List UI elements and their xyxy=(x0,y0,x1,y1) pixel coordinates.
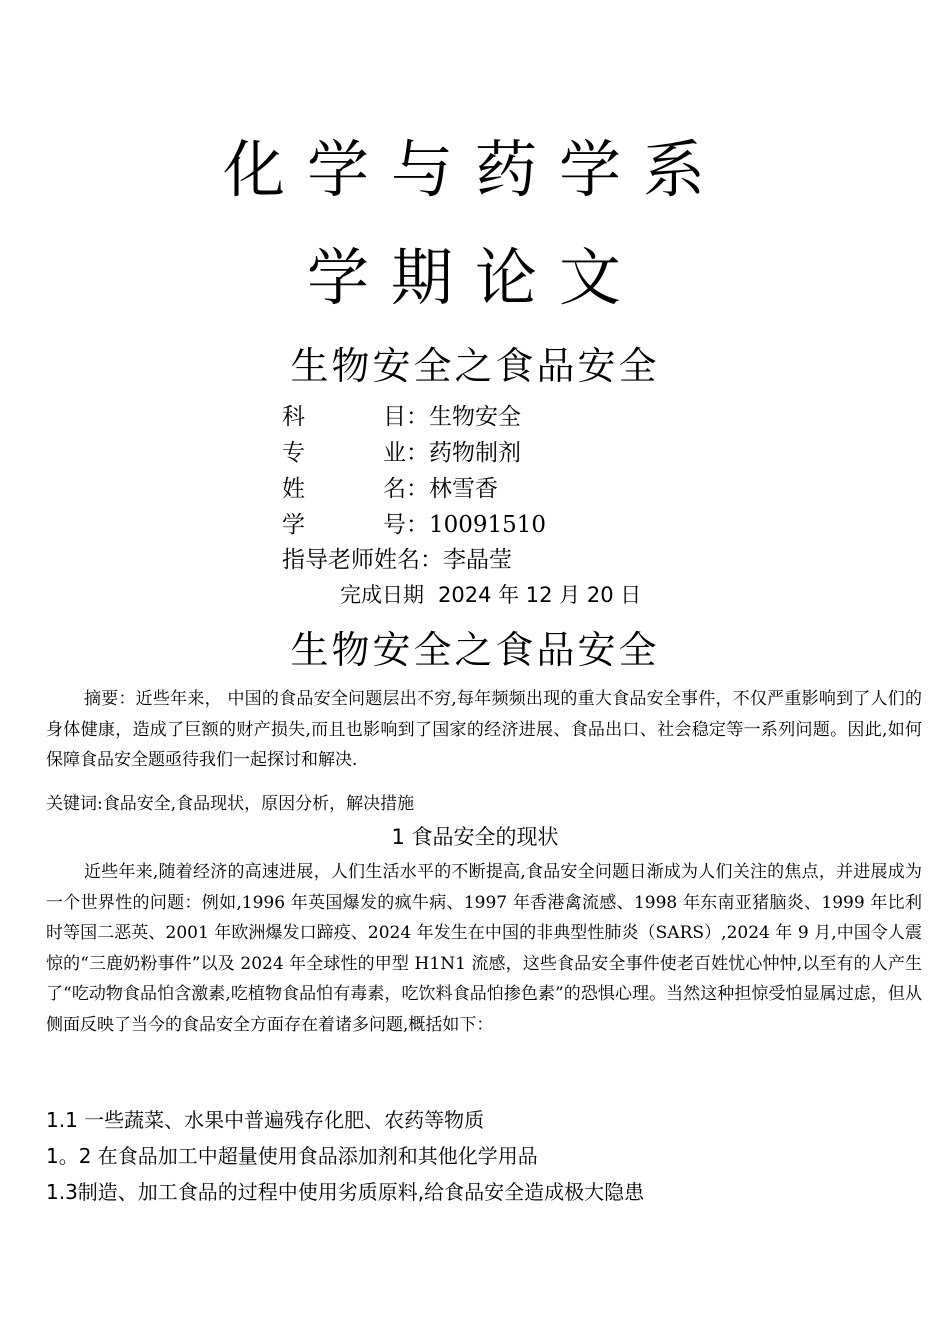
info-colon: ： xyxy=(420,547,443,573)
info-label-advisor: 指导老师姓名 xyxy=(282,547,420,573)
subsection-1-2-heading: 1。2 在食品加工中超量使用食品添加剂和其他化学用品 xyxy=(46,1144,538,1168)
info-value-advisor: 李晶莹 xyxy=(443,547,512,573)
subsection-1-3-heading: 1.3制造、加工食品的过程中使用劣质原料,给食品安全造成极大隐患 xyxy=(46,1180,645,1204)
info-value-name: 林雪香 xyxy=(429,476,498,502)
info-value-student-id: 10091510 xyxy=(429,512,547,538)
info-label-major: 专业 xyxy=(282,440,406,466)
paper-kind-title: 学期论文 xyxy=(306,241,643,314)
cover-paper-title: 生物安全之食品安全 xyxy=(290,344,660,388)
info-colon: ： xyxy=(406,512,429,538)
abstract-paragraph: 摘要：近些年来， 中国的食品安全问题层出不穷,每年频频出现的重大食品安全事件，不仅严重影响到了人们的身体健康，造成了巨额的财产损失,而且也影响到了国家的经济进展、食品出口、社会稳定等一系列问题。因此,如何保障食品安全题亟待我们一起探讨和解决. xyxy=(46,689,922,770)
section-1-paragraph: 近些年来,随着经济的高速进展，人们生活水平的不断提高,食品安全问题日渐成为人们关注的焦点，并进展成为一个世界性的问题：例如,1996 年英国爆发的疯牛病、1997 年香港禽流感、1998 年东南亚猪脑炎、1999 年比利时等国二恶英、2001 年欧洲爆发口蹄疫、2024 年发生在中国的非典型性肺炎（SARS）,2024 年 9 月,中国令人震惊的“三鹿奶粉事件”以及 2024 年全球性的甲型 H1N1 流感，这些食品安全事件使老百姓忧心忡忡,以至有的人产生了“吃动物食品怕含激素,吃植物食品怕有毒素，吃饮料食品怕掺色素”的恐惧心理。当然这种担惊受怕显属过虑，但从侧面反映了当今的食品安全方面存在着诸多问题,概括如下： xyxy=(46,862,922,1035)
info-row-advisor xyxy=(282,543,512,577)
date-value: 2024 年 12 月 20 日 xyxy=(438,583,642,607)
info-value-major: 药物制剂 xyxy=(429,440,521,466)
info-label-student-id: 学号 xyxy=(282,512,406,538)
info-row-student-id xyxy=(282,508,546,542)
date-label: 完成日期 xyxy=(340,583,424,607)
info-value-subject: 生物安全 xyxy=(429,404,521,430)
info-row-name xyxy=(282,472,498,506)
info-row-major xyxy=(282,436,521,470)
info-colon: ： xyxy=(406,404,429,430)
info-label-name: 姓名 xyxy=(282,476,406,502)
info-row-subject xyxy=(282,400,521,434)
section-1-heading: 1 食品安全的现状 xyxy=(391,825,559,849)
department-title: 化学与药学系 xyxy=(222,133,727,206)
subsection-1-1-heading: 1.1 一些蔬菜、水果中普遍残存化肥、农药等物质 xyxy=(46,1108,485,1132)
body-paper-title: 生物安全之食品安全 xyxy=(290,628,660,672)
info-label-subject: 科目 xyxy=(282,404,406,430)
keywords-line: 关键词:食品安全,食品现状，原因分析，解决措施 xyxy=(46,794,415,814)
completion-date xyxy=(340,580,655,610)
info-colon: ： xyxy=(406,476,429,502)
info-colon: ： xyxy=(406,440,429,466)
